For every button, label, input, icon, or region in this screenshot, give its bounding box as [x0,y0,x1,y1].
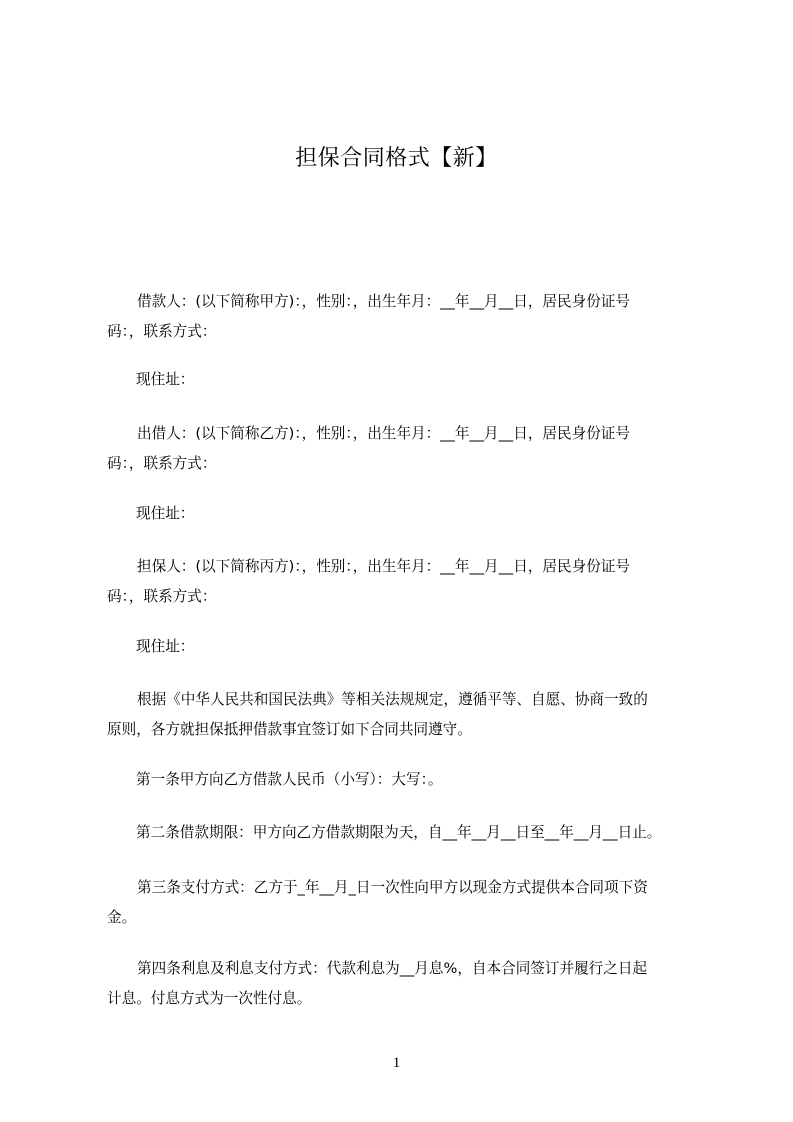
text-line: 根据《中华人民共和国民法典》等相关法规规定，遵循平等、自愿、协商一致的 [137,691,648,708]
text-line: 计息。付息方式为一次性付息。 [107,990,312,1007]
text-line: 现住址： [136,371,195,388]
text-line: 第二条借款期限：甲方向乙方借款期限为天，自__年__月__日至__年__月__日止。 [136,824,662,841]
text-line: 金。 [107,909,137,926]
document-title: 担保合同格式【新】 [295,146,498,171]
clause-3 [107,873,701,933]
paragraph-borrower-address [107,365,701,395]
paragraph-borrower [107,287,701,347]
paragraph-lender-address [107,499,701,529]
text-line: 出借人：(以下简称乙方)：，性别：，出生年月：__年__月__日，居民身份证号 [137,425,630,442]
text-line: 借款人：(以下简称甲方)：，性别：，出生年月：__年__月__日，居民身份证号 [137,293,630,310]
text-line: 第一条甲方向乙方借款人民币（小写）：大写：。 [136,771,443,788]
page-number: 1 [392,1055,401,1071]
paragraph-preamble [107,685,701,745]
text-line: 担保人：(以下简称丙方)：，性别：，出生年月：__年__月__日，居民身份证号 [137,558,630,575]
clause-1 [107,765,701,795]
paragraph-guarantor [107,552,701,612]
clause-4 [107,954,701,1014]
text-line: 码：，联系方式： [107,588,217,605]
clause-2 [107,818,701,848]
text-line: 原则，各方就担保抵押借款事宜签订如下合同共同遵守。 [107,721,472,738]
text-line: 现住址： [136,505,195,522]
text-line: 第三条支付方式：乙方于_年__月_日一次性向甲方以现金方式提供本合同项下资 [137,879,648,896]
paragraph-lender [107,419,701,479]
text-line: 码：，联系方式： [107,455,217,472]
paragraph-guarantor-address [107,632,701,662]
text-line: 码：，联系方式： [107,323,217,340]
text-line: 第四条利息及利息支付方式：代款利息为__月息%，自本合同签订并履行之日起 [137,960,648,977]
text-line: 现住址： [136,638,195,655]
